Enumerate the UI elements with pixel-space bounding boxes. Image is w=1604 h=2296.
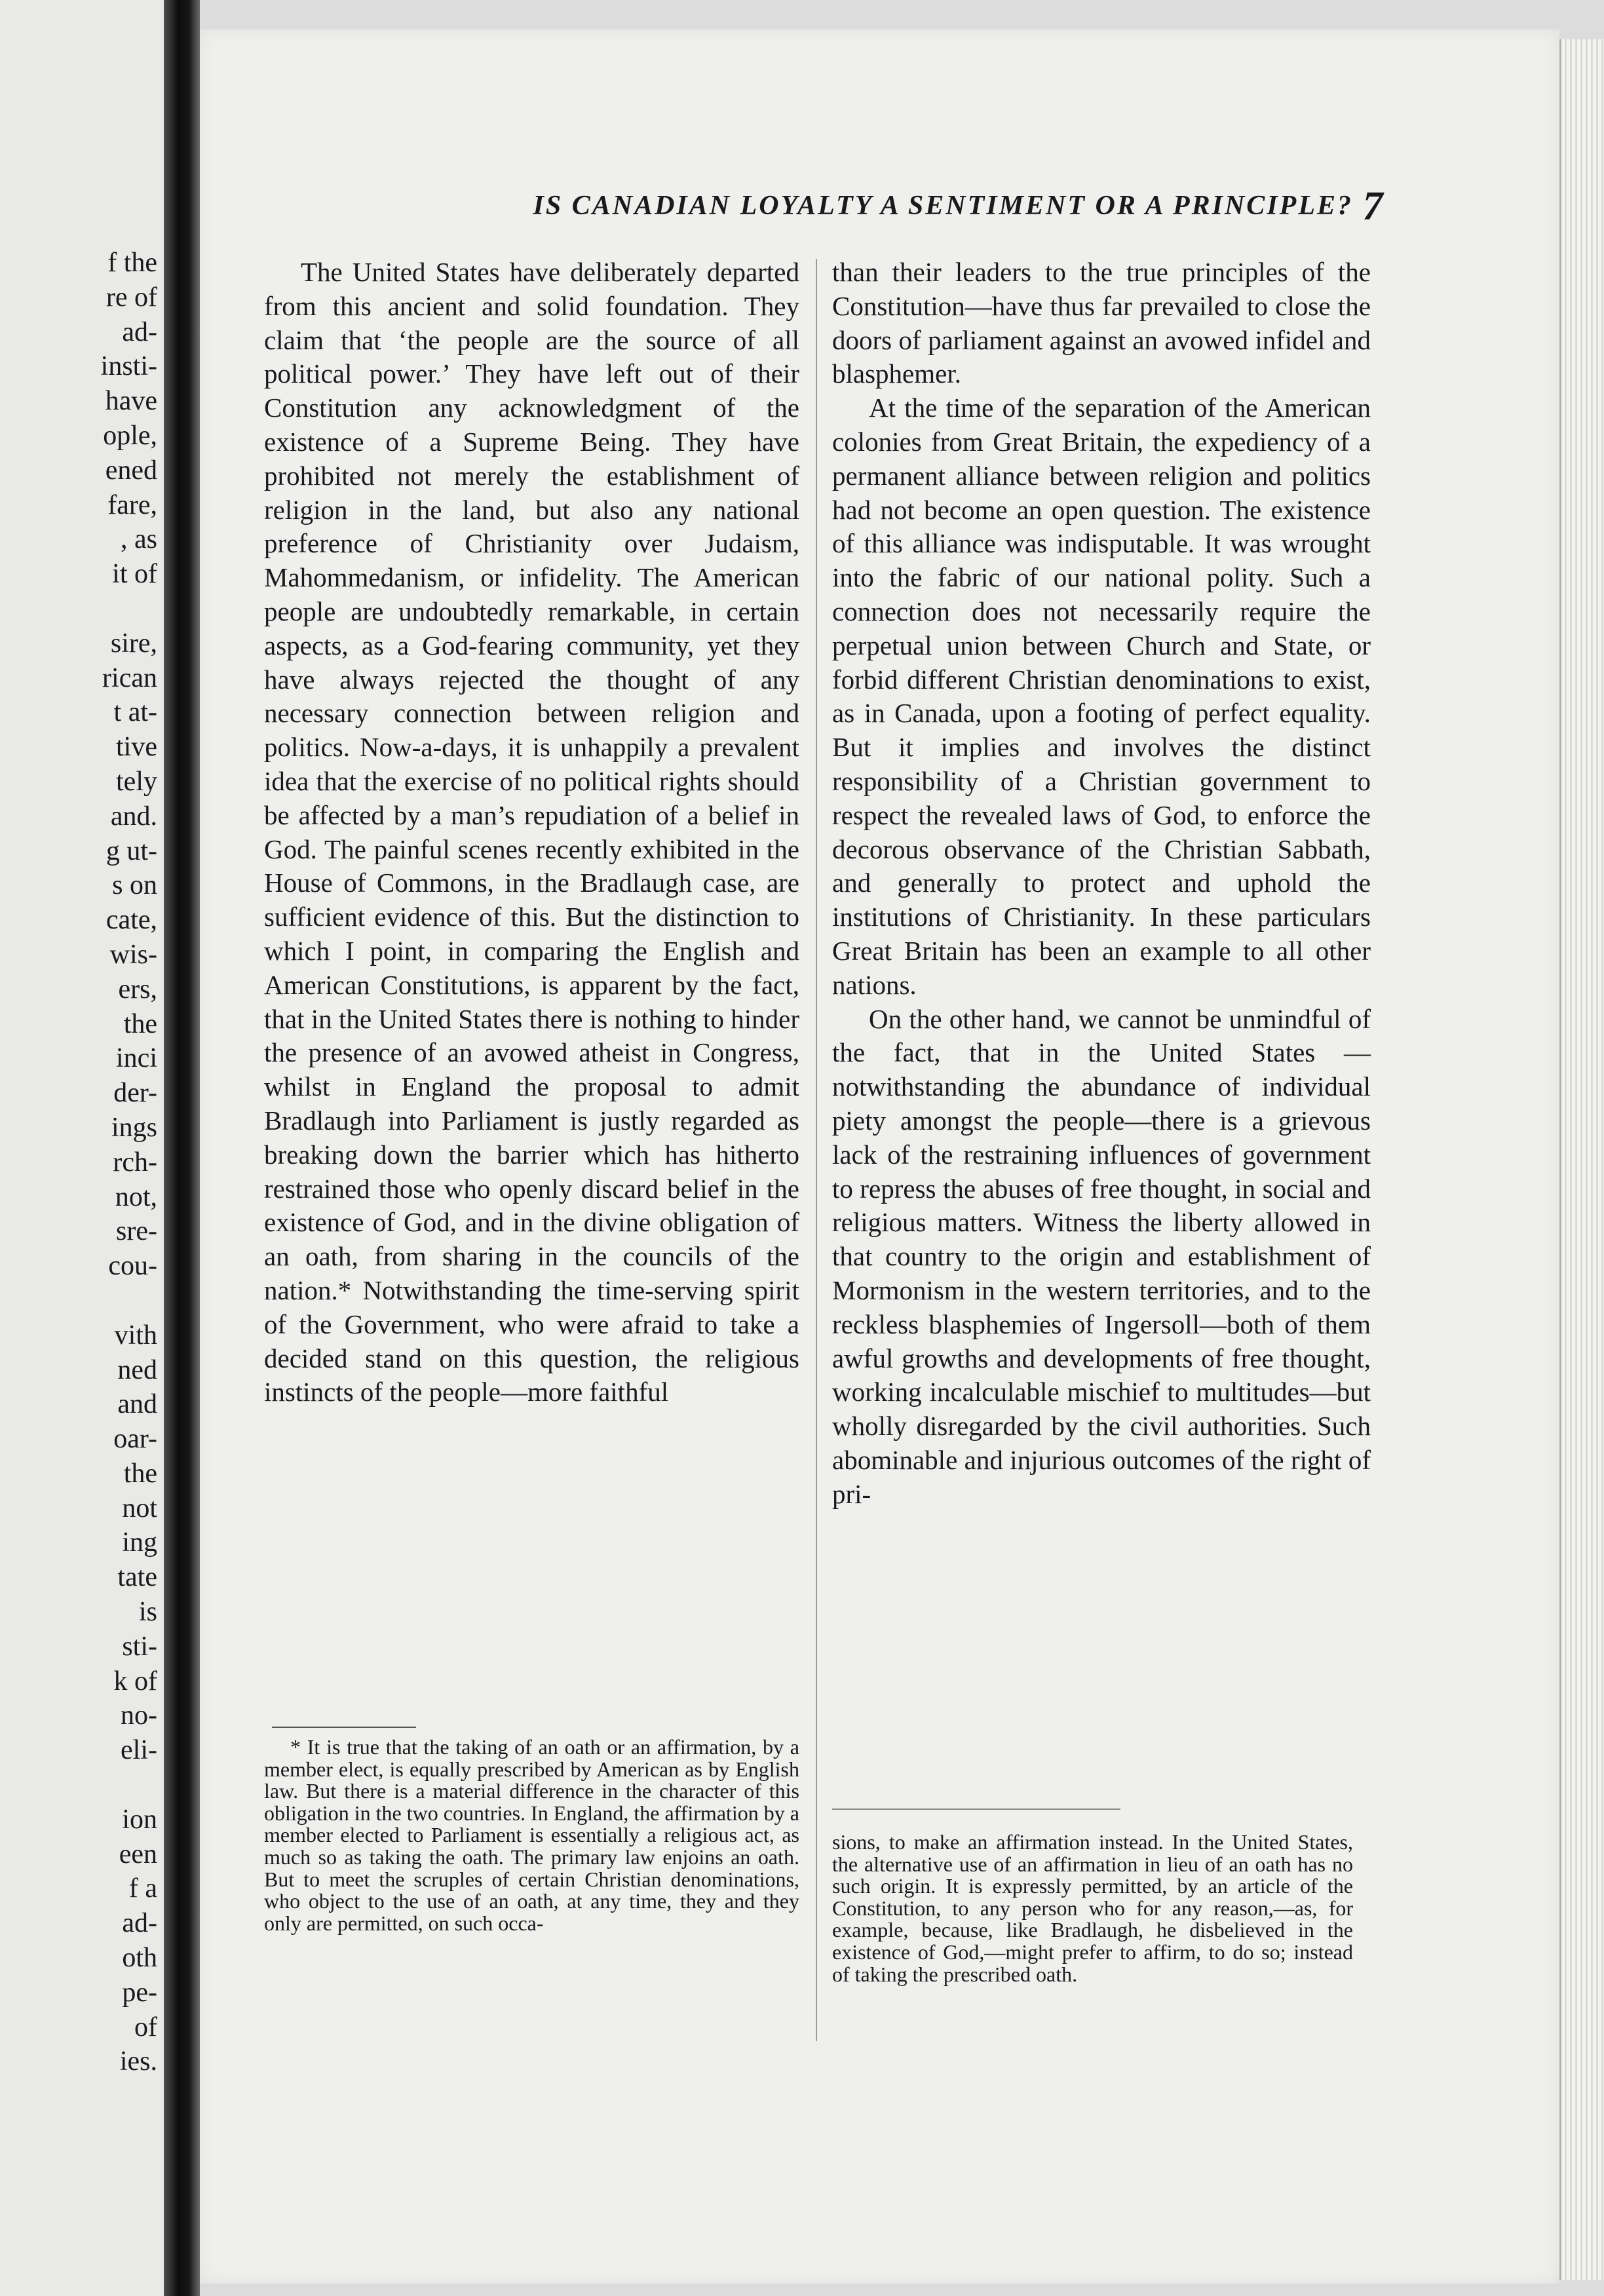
facing-page-line: f the [107, 248, 157, 278]
facing-page-line: re of [105, 282, 157, 313]
facing-page-line [0, 1768, 157, 1803]
facing-page-line: k of [113, 1666, 157, 1696]
facing-page-line: oar- [113, 1424, 157, 1455]
paragraph: At the time of the separation of the American colonies from Great Britain, the expediency of a permanent alliance between religion and politics had not become an open question. The existence of this alliance was indisputable. It was wrought into the fabric of our national polity. Such a connection does not necessarily require the perpetual union between Church and State, or forbid different Christian denominations to exist, as in Canada, upon a footing of perfect equality. But it implies and involves the distinct responsibility of a Christian government to respect the revealed laws of God, to enforce the decorous observance of the Christian Sabbath, and generally to protect and uphold the institutions of Christianity. In these particulars Great Britain has been an example to all other nations. [832, 392, 1371, 1000]
page-edges [1559, 39, 1604, 2280]
facing-page-line: cou- [108, 1251, 157, 1282]
facing-page-fragment [0, 0, 164, 2296]
facing-page-line: of [134, 2012, 157, 2042]
facing-page-line: and. [110, 801, 157, 832]
facing-page-line: ened [105, 455, 157, 486]
facing-page-line: vith [114, 1320, 157, 1350]
facing-page-line: is [138, 1597, 157, 1628]
facing-page-line: ad- [122, 316, 157, 347]
footnote-rule [272, 1727, 416, 1728]
facing-page-line: rch- [113, 1147, 157, 1177]
footnote [264, 1736, 799, 1934]
facing-page-line: oth [122, 1943, 157, 1974]
right-column [832, 256, 1371, 1511]
page-number: 7 [1362, 184, 1383, 229]
facing-page-line: sti- [122, 1631, 157, 1662]
facing-page-line: een [119, 1839, 157, 1869]
facing-page-line: ing [122, 1527, 157, 1558]
facing-page-line: inci [116, 1043, 157, 1074]
facing-page-line: ings [111, 1112, 157, 1143]
facing-page-line: insti- [100, 351, 157, 382]
facing-page-line: t at- [113, 697, 157, 728]
facing-page-line: g ut- [105, 835, 157, 866]
footnote-rule [832, 1808, 1120, 1810]
facing-page-line: tive [116, 732, 157, 763]
facing-page-line: der- [113, 1078, 157, 1109]
facing-page-line: ad- [122, 1908, 157, 1939]
facing-page-line: ned [117, 1354, 157, 1385]
facing-page-line: the [123, 1458, 157, 1489]
facing-page-line: ople, [103, 420, 157, 451]
paragraph: The United States have deliberately departed from this ancient and solid foundation. They claim that ‘the people are the source of all political power.’ They have left out of their Constitution any acknowledgment of the existence of a Supreme Being. They have prohibited not merely the establishment of religion in the land, but also any national preference of Christianity over Judaism, Mahommedanism, or infidelity. The American people are undoubtedly remarkable, in certain aspects, as a God-fearing community, yet they have always rejected the thought of any necessary connection between religion and politics. Now-a-days, it is unhappily a prevalent idea that the exercise of no political rights should be affected by a man’s repudiation of a belief in God. The painful scenes recently exhibited in the House of Commons, in the Bradlaugh case, are sufficient evidence of this. But the distinction to which I point, in comparing the English and American Constitutions, is apparent by the fact, that in the United States there is nothing to hinder the presence of an avowed atheist in Congress, whilst in England the proposal to admit Bradlaugh into Parliament is justly regarded as breaking down the barrier which has hitherto restrained those who openly discard belief in the existence of God, and in the divine obligation of an oath, from sharing in the councils of the nation.* Notwithstanding the time-serving spirit of the Government, who were afraid to take a decided stand on this question, the religious instincts of the people—more faithful [264, 257, 799, 1407]
facing-page-line: fare, [107, 489, 157, 520]
facing-page-line: ies. [119, 2046, 157, 2077]
facing-page-line: not [122, 1493, 157, 1523]
facing-page-line: sre- [116, 1216, 157, 1247]
facing-page-line: rican [102, 662, 157, 693]
facing-page-line: s on [112, 870, 157, 901]
facing-page-line: it of [112, 559, 157, 590]
footnote-continuation [832, 1831, 1353, 1985]
facing-page-line: not, [115, 1181, 157, 1212]
facing-page-line [0, 1284, 157, 1318]
paragraph-continuation: than their leaders to the true principles of the Constitution—have thus far prevailed to close the doors of parliament against an avowed infidel and blasphemer. [832, 257, 1371, 389]
running-head: IS CANADIAN LOYALTY A SENTIMENT OR A PRINCIPLE? [533, 191, 1353, 221]
facing-page-line: ion [122, 1804, 157, 1835]
facing-page-line: and [117, 1389, 157, 1420]
facing-page-line: f a [128, 1873, 157, 1904]
facing-page-line [0, 592, 157, 626]
facing-page-line: sire, [110, 628, 157, 659]
facing-page-line: the [123, 1008, 157, 1039]
facing-page-line: cate, [105, 905, 157, 936]
facing-page-line: ers, [118, 974, 157, 1004]
facing-page-line: eli- [121, 1735, 157, 1766]
facing-page-line: wis- [109, 939, 157, 970]
paragraph: On the other hand, we cannot be unmindful of the fact, that in the United States — notwithstanding the abundance of individual piety amongst the people—there is a grievous lack of the restraining influences of government to repress the abuses of free thought, in social and religious matters. Witness the liberty allowed in that country to the origin and establishment of Mormonism in the western territories, and to the reckless blasphemies of Ingersoll—both of them awful growths and developments of free thought, working incalculable mischief to multitudes—but wholly disregarded by the civil authorities. Such abominable and injurious outcomes of the right of pri- [832, 1003, 1371, 1509]
footnote-text: sions, to make an affirmation instead. In the United States, the alternative use of an affirmation in lieu of an oath has no such origin. It is expressly permitted, by an article of the Constitution, to any person who for any reason,—as, for example, because, like Bradlaugh, he disbelieved in the existence of God,—might prefer to affirm, to do so; instead of taking the prescribed oath. [832, 1830, 1353, 1986]
column-divider [816, 259, 817, 2041]
facing-page-line: no- [121, 1700, 157, 1731]
footnote-text: * It is true that the taking of an oath or an affirmation, by a member elect, is equally prescribed by American as by English law. But there is a material difference in the character of this obligation in the two countries. In England, the affirmation by a member elected to Parliament is essentially a religious act, as much so as taking the oath. The primary law enjoins an oath. But to meet the scruples of certain Christian denominations, who object to the use of an oath, at any time, they and they only are permitted, on such occa- [264, 1735, 799, 1935]
facing-page-line: pe- [122, 1977, 157, 2008]
facing-page-line: tely [116, 766, 157, 797]
facing-page-line: have [105, 386, 157, 417]
facing-page-line: , as [121, 524, 157, 555]
facing-page-line: tate [117, 1562, 157, 1593]
left-column [264, 256, 799, 1409]
facing-page-text [0, 246, 157, 2079]
book-gutter [164, 0, 200, 2296]
